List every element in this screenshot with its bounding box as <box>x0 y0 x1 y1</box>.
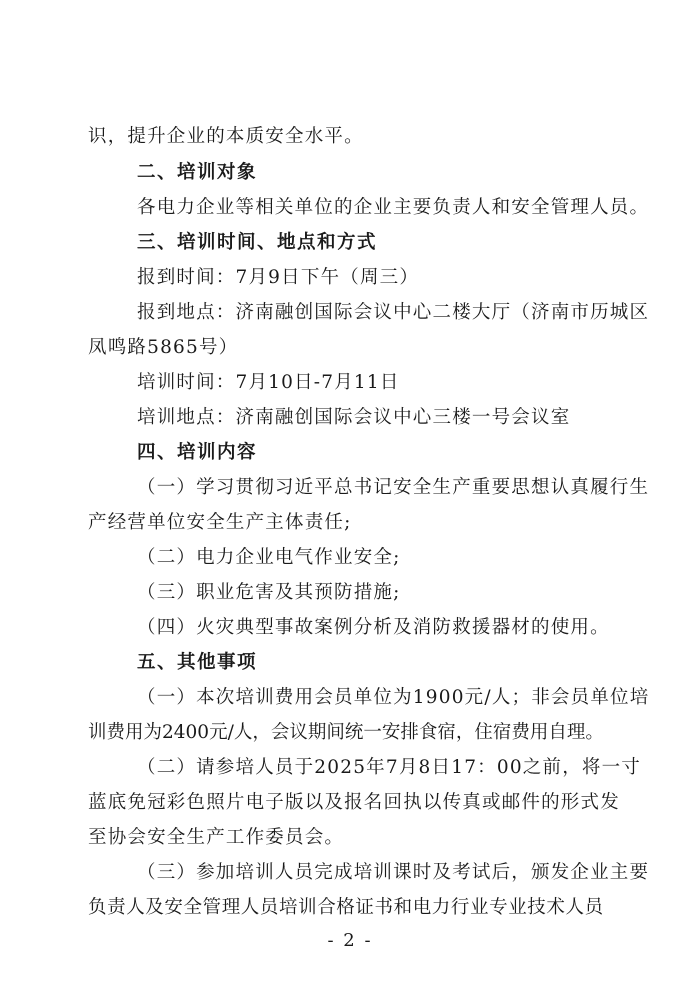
text-line: 蓝底免冠彩色照片电子版以及报名回执以传真或邮件的形式发 <box>88 792 620 813</box>
text-line: （三）参加培训人员完成培训课时及考试后，颁发企业主要 <box>137 862 650 883</box>
text-line: 负责人及安全管理人员培训合格证书和电力行业专业技术人员 <box>88 897 604 918</box>
text-line: 各电力企业等相关单位的企业主要负责人和安全管理人员。 <box>137 197 650 218</box>
text-line: 培训时间：7月10日-7月11日 <box>137 372 400 393</box>
text-line: 培训地点：济南融创国际会议中心三楼一号会议室 <box>137 407 571 428</box>
text-line: （二）请参培人员于2025年7月8日17：00之前，将一寸 <box>137 757 642 778</box>
text-line: （四）火灾典型事故案例分析及消防救援器材的使用。 <box>137 617 610 638</box>
text-line: 训费用为2400元/人，会议期间统一安排食宿，住宿费用自理。 <box>88 722 604 743</box>
page-number: - 2 - <box>327 930 373 951</box>
section-heading: 五、其他事项 <box>137 652 258 673</box>
text-line: 识，提升企业的本质安全水平。 <box>88 126 364 147</box>
text-line: （三）职业危害及其预防措施; <box>137 582 401 603</box>
text-line: 产经营单位安全生产主体责任; <box>88 512 352 533</box>
text-line: 至协会安全生产工作委员会。 <box>88 827 345 848</box>
text-line: 凤鸣路5865号） <box>88 337 239 358</box>
text-line: （一）学习贯彻习近平总书记安全生产重要思想认真履行生 <box>137 477 650 498</box>
section-heading: 四、培训内容 <box>137 442 258 463</box>
text-line: （二）电力企业电气作业安全; <box>137 547 401 568</box>
text-line: 报到地点：济南融创国际会议中心二楼大厅（济南市历城区 <box>137 302 650 323</box>
text-line: 报到时间：7月9日下午（周三） <box>137 267 420 288</box>
section-heading: 二、培训对象 <box>137 162 258 183</box>
section-heading: 三、培训时间、地点和方式 <box>137 232 378 253</box>
text-line: （一）本次培训费用会员单位为1900元/人；非会员单位培 <box>137 687 650 708</box>
